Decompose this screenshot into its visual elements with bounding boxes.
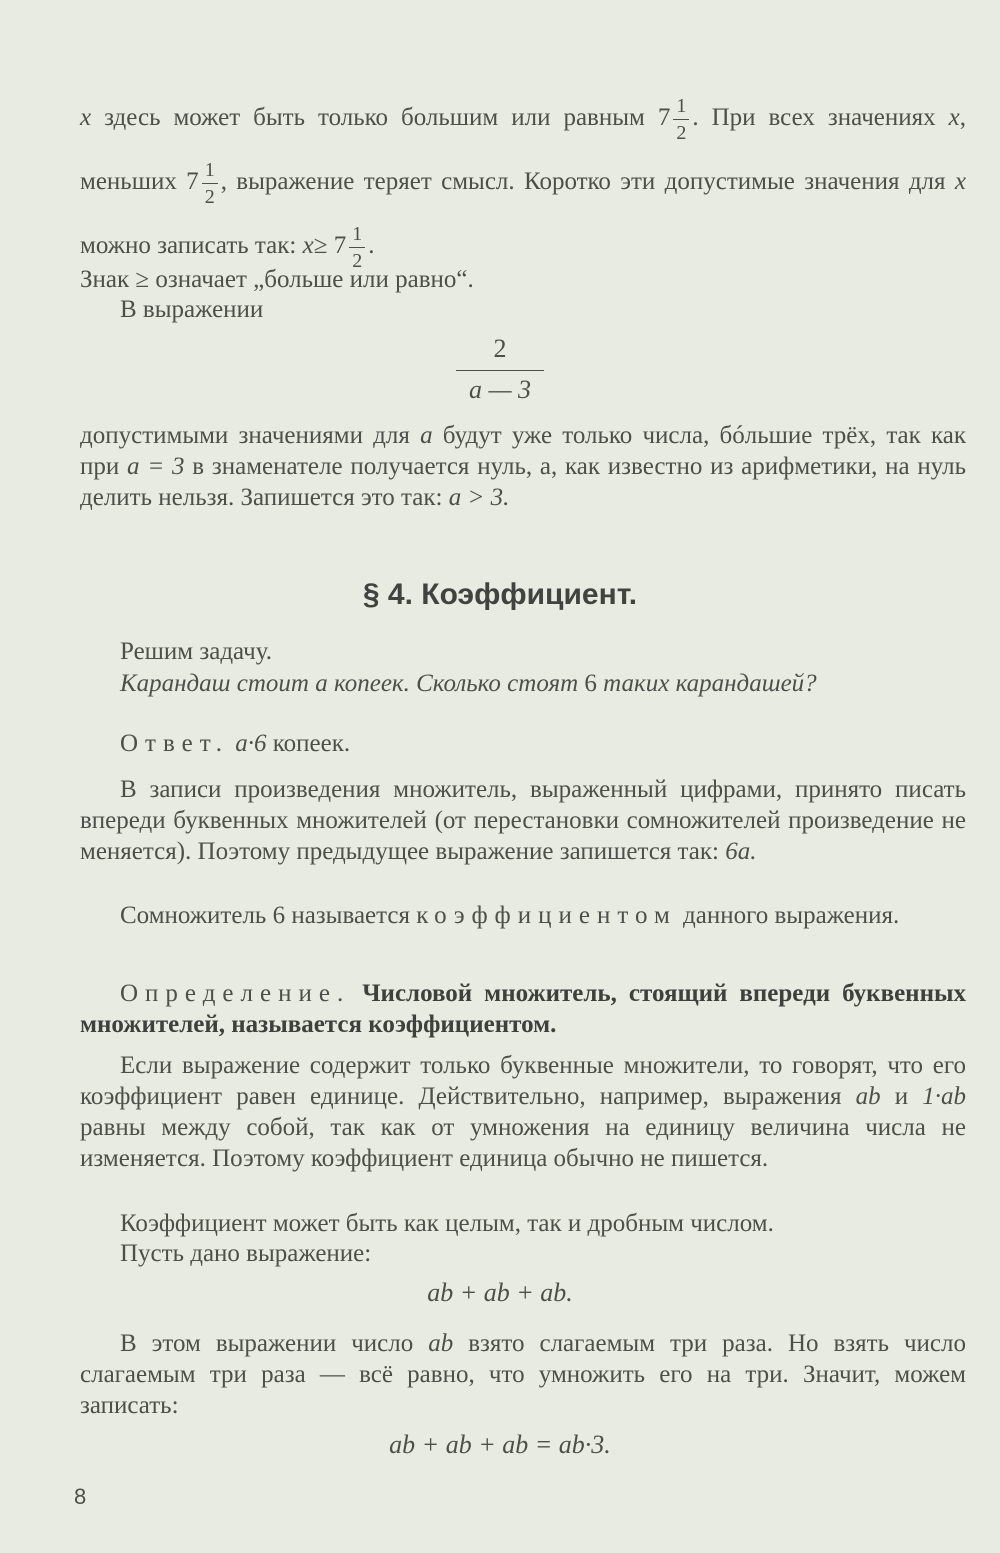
paragraph-solve-task: Решим задачу. (120, 638, 272, 665)
paragraph-admissible-a: допустимыми значениями для a будут уже только числа, бóльшие трёх, так как при a = 3 в знаменателе получается нуль, а, как известно из арифметики, на нуль делить нельзя. Запишется это так: a > 3. (80, 422, 967, 511)
fraction-one-half: $\frac{1}{2}$ (349, 224, 365, 271)
fraction-2-over-a-minus-3: $\frac{2}{a — 3}$ (0, 334, 1000, 403)
formula-sum: ab + ab + ab. (427, 1278, 573, 1307)
fraction-one-half: $\frac{1}{2}$ (673, 96, 689, 143)
definition: Определение. Числовой множитель, стоящий впереди буквенных множителей, называется коэффициентом. (80, 980, 967, 1038)
fraction-one-half: $\frac{1}{2}$ (202, 160, 218, 207)
paragraph-sign-meaning: Знак ≥ означает „больше или равно“. (80, 266, 474, 293)
paragraph-unit-coefficient: Если выражение содержит только буквенные множители, то говорят, что его коэффициент равен единице. Действительно, например, выражения ab и 1·ab равны между собой, так как от умножения на единицу величина числа не изменяется. Поэтому коэффициент единица обычно не пишется. (80, 1052, 967, 1172)
paragraph-in-expression: В выражении (120, 296, 264, 323)
formula-sum-equals-product: ab + ab + ab = ab·3. (389, 1430, 611, 1459)
paragraph-integer-or-fraction: Коэффициент может быть как целым, так и дробным числом. (120, 1210, 774, 1237)
paragraph-notation: В записи произведения множитель, выраженный цифрами, принято писать впереди буквенных множителей (от перестановки сомножителей произведение не меняется). Поэтому предыдущее выражение запишется так: 6a. (80, 776, 966, 865)
section-heading: § 4. Коэффициент. (362, 578, 638, 611)
paragraph-coefficient-term: Сомножитель 6 называется коэффициентом данного выражения. (120, 902, 900, 929)
page-number: 8 (74, 1484, 87, 1509)
answer-line: Ответ. a·6 копеек. (120, 730, 351, 757)
paragraph-admissible-x: x здесь может быть только большим или равным 7 $\frac{1}{2}$ . При всех значениях x, меньших 7 $\frac{1}{2}$ , выражение теряет смысл. Коротко эти допустимые значения для x можно записать так: x≥ 7 $\frac{1}{2}$ . (80, 94, 967, 272)
task-text: Карандаш стоит а копеек. Сколько стоят 6 таких карандашей? (120, 670, 817, 697)
var-x: x (80, 104, 92, 131)
paragraph-three-times: В этом выражении число ab взято слагаемым три раза. Но взять число слагаемым три раза — всё равно, что умножить его на три. Значит, можем записать: (80, 1330, 967, 1419)
paragraph-given-expression: Пусть дано выражение: (120, 1240, 372, 1267)
